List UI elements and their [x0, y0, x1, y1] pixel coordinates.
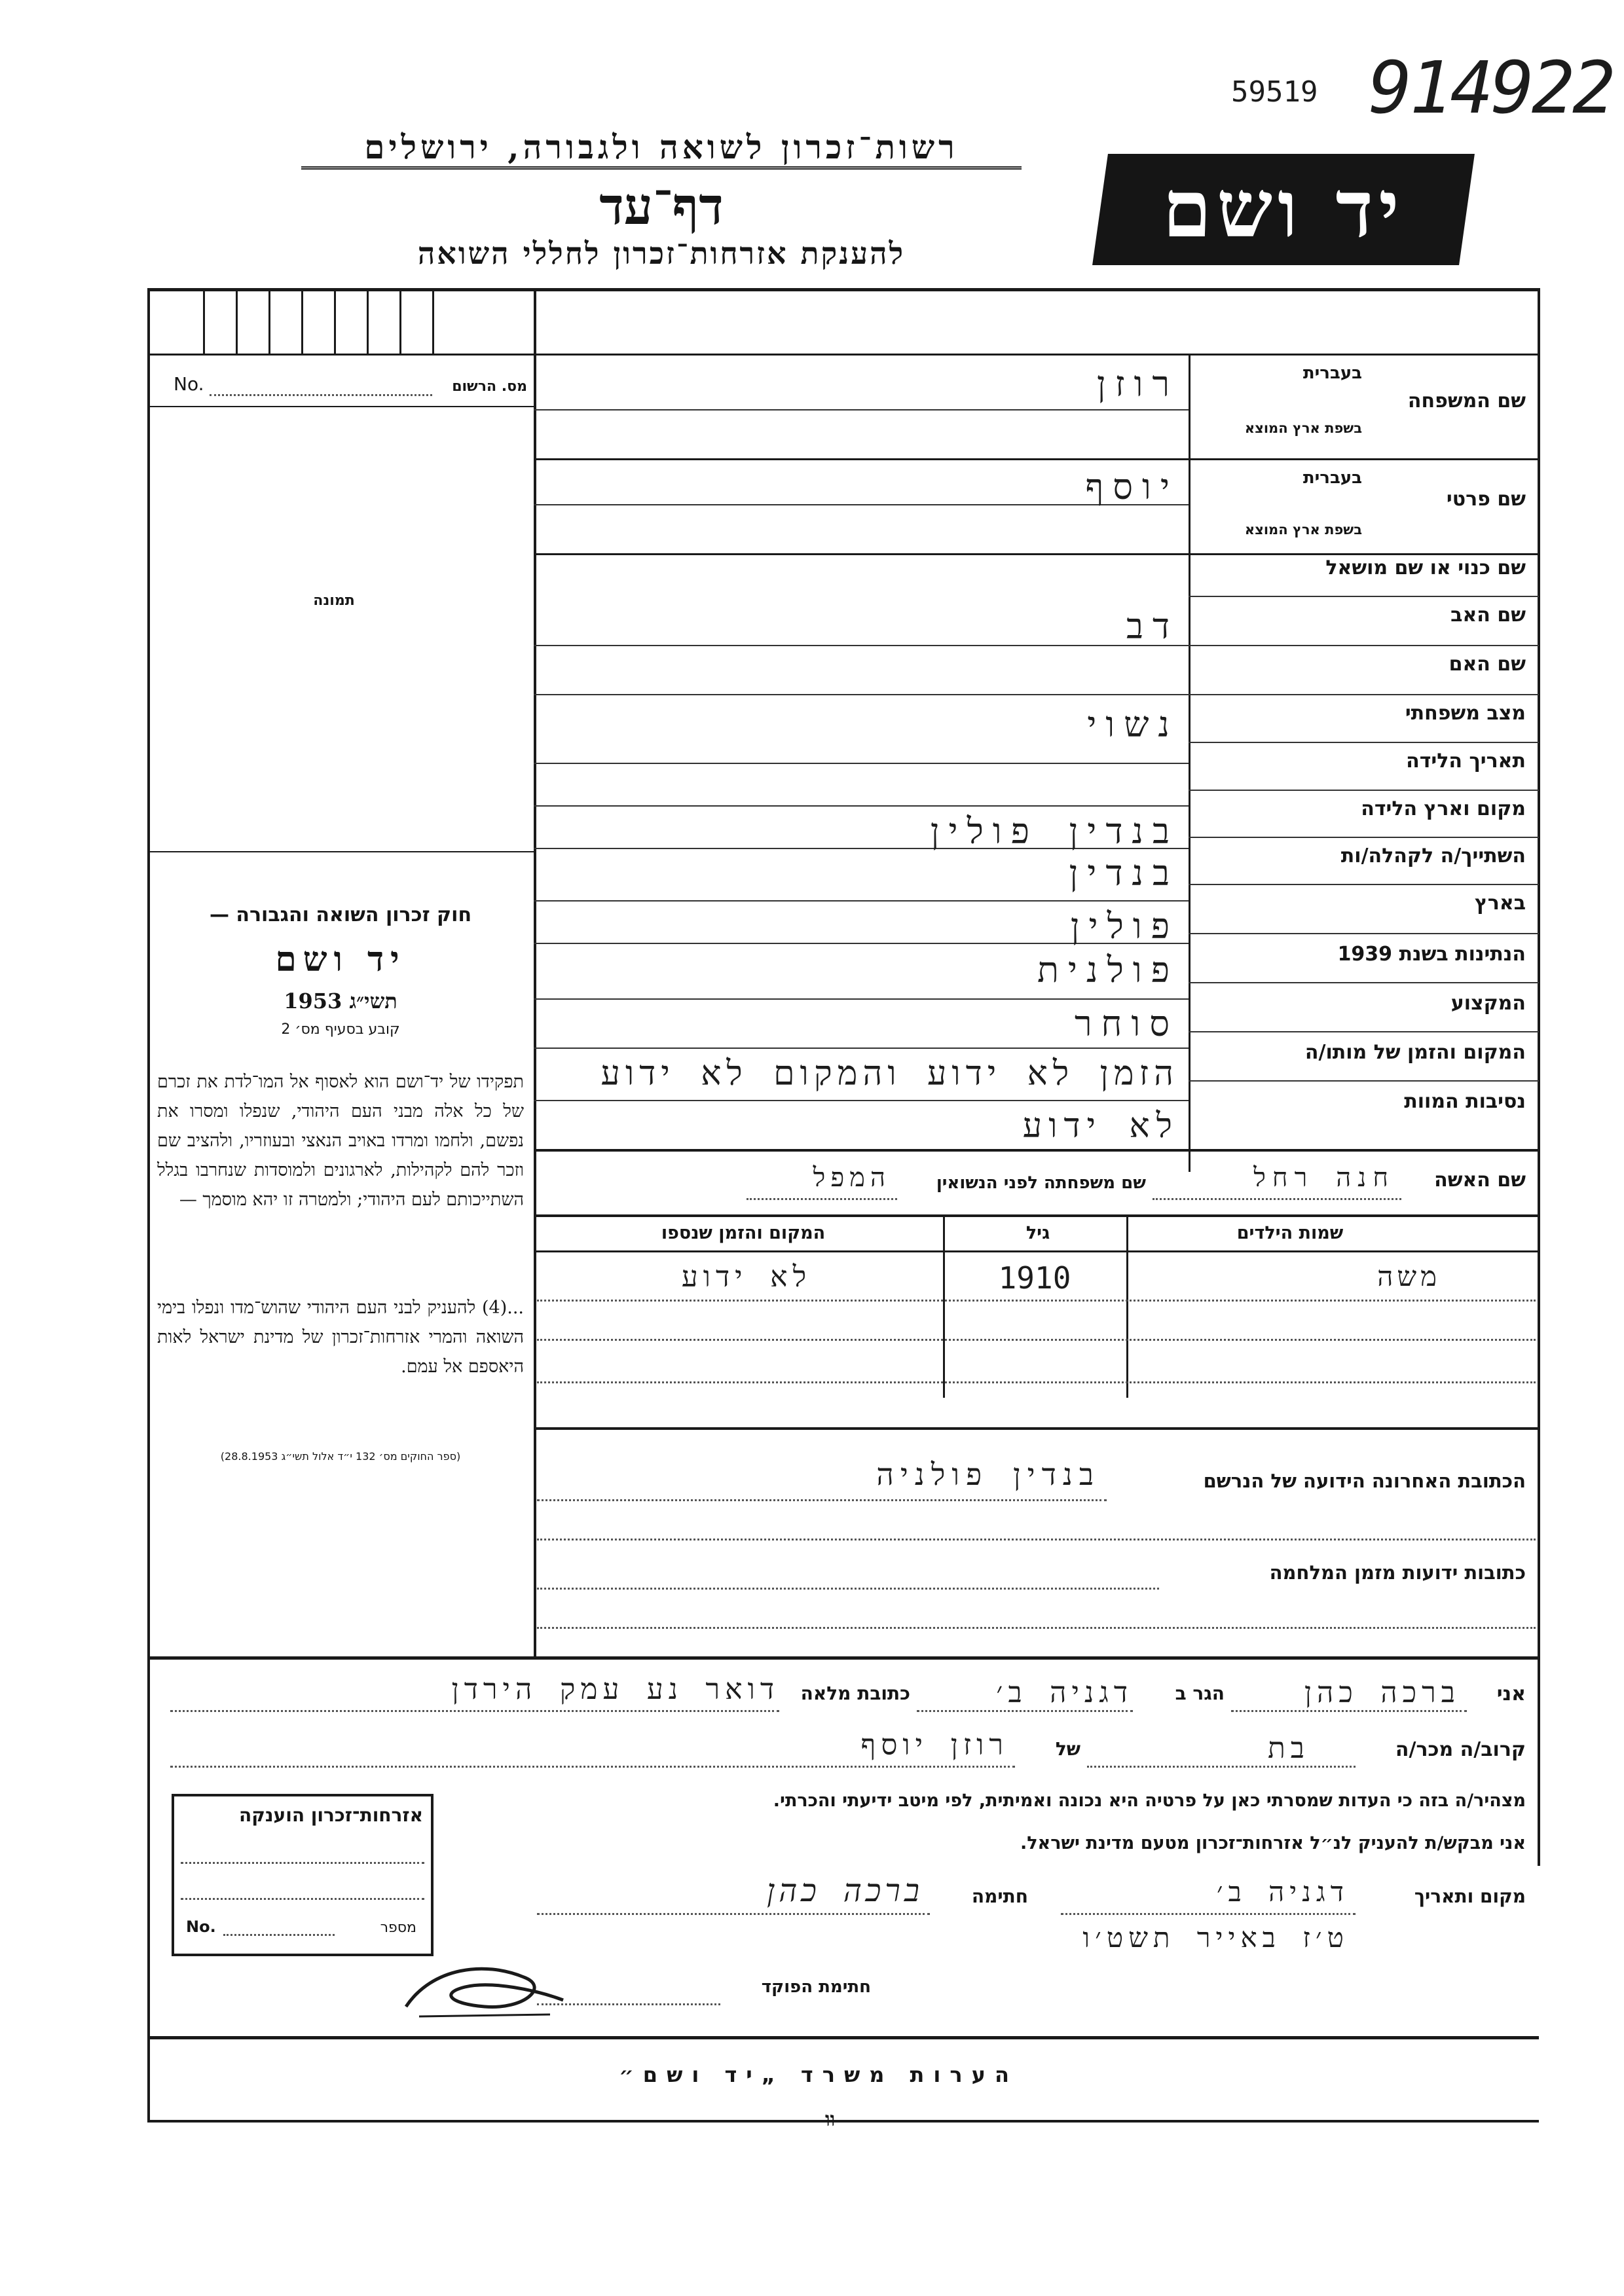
yad-vashem-logo — [1092, 154, 1475, 265]
row-sep-6 — [1189, 837, 1539, 838]
code-box-div-3 — [268, 288, 270, 354]
death-place-label: המקום והזמן של מותו/ה — [1304, 1041, 1526, 1064]
row-sep-9 — [1189, 982, 1539, 983]
value-line-11 — [534, 1048, 1189, 1049]
relative-label: קרוב/ה מכר/ה — [1395, 1738, 1526, 1761]
footer-top — [147, 2036, 1539, 2039]
photo-label: תמונה — [313, 592, 355, 609]
i-line — [1231, 1710, 1467, 1712]
marital-label: מצב משפחתי — [1405, 702, 1526, 725]
code-box-div-2 — [236, 288, 238, 354]
children-header-place: המקום והזמן שנספו — [661, 1223, 826, 1243]
row-sep-2 — [1189, 645, 1539, 646]
row-sep-4 — [1189, 742, 1539, 743]
wife-row-top — [534, 1149, 1539, 1152]
death-circ-label: נסיבות המוות — [1404, 1090, 1526, 1113]
address-line-2 — [537, 1539, 1536, 1540]
last-address-line — [537, 1499, 1107, 1501]
value-line-4 — [534, 694, 1189, 695]
maiden-label: שם משפחתה לפני הנשואין — [936, 1173, 1146, 1193]
law-title: חוק זכרון השואה והגבורה — — [209, 903, 472, 926]
community-value: בנדין — [1069, 852, 1179, 894]
label-column-divider — [1189, 354, 1190, 1172]
request-text: אני מבקש/ת להעניק לנ״ל אזרחות־זכרון מטעם מדינת ישראל. — [1020, 1833, 1526, 1853]
row-sep-1 — [1189, 596, 1539, 597]
relation-line — [1087, 1766, 1356, 1768]
lives-label: הגר ב — [1175, 1683, 1225, 1704]
father-label: שם האב — [1450, 604, 1526, 627]
citizenship-box-line-1 — [181, 1862, 424, 1864]
form-title: דף־עד — [599, 177, 724, 236]
citizenship-box-no-en: No. — [186, 1918, 216, 1936]
row-first-end — [534, 553, 1539, 555]
child-1-place: לא ידוע — [681, 1260, 812, 1294]
officer-label: חתימת הפוקד — [761, 1977, 871, 1997]
children-header-bottom — [534, 1250, 1539, 1252]
children-table-top — [534, 1214, 1539, 1217]
code-box-bottom — [147, 354, 1539, 355]
profession-value: סוחר — [1074, 1003, 1179, 1044]
officer-signature-scribble-icon — [393, 1954, 576, 2026]
death-place-value: הזמן לא ידוע והמקום לא ידוע — [600, 1054, 1179, 1093]
full-address-line — [170, 1710, 779, 1712]
declarant-name: ברכה כהן — [1304, 1676, 1460, 1709]
i-label: אני — [1496, 1683, 1526, 1705]
signature-value: ברכה כהן — [766, 1872, 923, 1909]
law-clause: קובע בסעיף מס׳ 2 — [281, 1021, 400, 1038]
first-name-label: שם פרטי — [1446, 488, 1526, 511]
declarant-section-top — [147, 1656, 1539, 1660]
mother-label: שם האם — [1449, 653, 1526, 676]
family-name-value: רוזן — [1096, 363, 1179, 405]
code-box-div-8 — [432, 288, 434, 354]
place-date-line — [1061, 1913, 1356, 1915]
first-name-value: יוסף — [1085, 466, 1179, 507]
left-panel-divider — [534, 288, 536, 1656]
child-1-age: 1910 — [998, 1260, 1071, 1296]
row-sep-10 — [1189, 1031, 1539, 1032]
value-line-5 — [534, 763, 1189, 764]
lives-line — [917, 1710, 1133, 1712]
frame-top — [147, 288, 1539, 291]
of-line — [170, 1766, 1015, 1768]
birthdate-label: תאריך הלידה — [1406, 750, 1526, 773]
date-value: ט׳ז באייר תשט׳ו — [1082, 1922, 1349, 1954]
lives-value: דגניה ב׳ — [996, 1676, 1133, 1709]
citizenship-box-no-line — [223, 1934, 335, 1936]
children-row-line-2 — [537, 1339, 1536, 1341]
row-sep-8 — [1189, 933, 1539, 934]
death-circ-value: לא ידוע — [1022, 1106, 1179, 1146]
address-line-4 — [537, 1627, 1536, 1629]
family-hebrew-label: בעברית — [1302, 363, 1362, 383]
marital-value: נשוי — [1087, 704, 1179, 745]
first-hebrew-label: בעברית — [1302, 468, 1362, 488]
law-text-2: ...(4) להעניק לבני העם היהודי שהוש־מדו ונפלו בימי השואה והמרי אזרחות־זכרון של מדינת ישראל לאות היאספם אל עמם. — [157, 1298, 524, 1377]
citizenship-value: פולנית — [1037, 949, 1179, 991]
maiden-line — [747, 1198, 897, 1200]
reg-no-en: No. — [174, 373, 204, 395]
place-date-label: מקום ותאריך — [1414, 1886, 1526, 1907]
code-box-div-1 — [203, 288, 205, 354]
reg-no-label: מס. הרשום — [452, 378, 527, 395]
birthplace-label: מקום וארץ הלידה — [1361, 797, 1526, 820]
citizenship-box-line-2 — [181, 1898, 424, 1900]
of-value: רוזן יוסף — [860, 1728, 1008, 1762]
community-label: השתייך/ה לקהלה/ות — [1340, 845, 1526, 867]
code-box-div-6 — [367, 288, 369, 354]
form-subtitle: להענקת אזרחות־זכרון לחללי השואה — [417, 236, 906, 271]
row-sep-11 — [1189, 1080, 1539, 1082]
frame-left — [147, 288, 150, 2121]
value-line-1 — [534, 409, 1189, 410]
officer-signature-mark — [393, 1954, 576, 2029]
law-text-1: תפקידו של יד־ושם הוא לאסוף אל המו־לדת את זכרם של כל אלה מבני העם היהודי, שנפלו ומסרו את נפשם, ולחמו ומרדו באויב הנאצי ובעוזריו, ולהציב שם וזכר להם לקהילות, לארגונים ולמוסדות שנחרבו בגלל השתייכותם לעם היהודי; ולמטרה זו יהא מוסמך — — [157, 1072, 524, 1210]
law-source: (ספר החוקים מס׳ 132 י״ד אלול תשי״ג 28.8.1953) — [220, 1450, 461, 1463]
reg-no-divider — [147, 406, 534, 407]
father-value: דב — [1126, 606, 1179, 647]
footer-mark: וו — [825, 2108, 836, 2131]
wife-value: חנה רחל — [1253, 1163, 1395, 1193]
child-1-name: משה — [1377, 1260, 1441, 1292]
row-sep-7 — [1189, 884, 1539, 885]
relation-value: בת — [1267, 1732, 1310, 1765]
full-address-value: דואר נע עמק הירדן — [451, 1673, 779, 1706]
archive-number-large: 914922 — [1369, 46, 1614, 130]
of-label: של — [1055, 1738, 1080, 1760]
wife-label: שם האשה — [1434, 1169, 1526, 1192]
signature-line — [537, 1913, 930, 1915]
full-address-label: כתובת מלאה — [800, 1683, 910, 1704]
value-line-12 — [534, 1100, 1189, 1101]
reg-no-line — [210, 394, 432, 396]
citizenship-granted-box — [172, 1794, 434, 1956]
officer-line — [537, 2003, 720, 2005]
family-name-label: שם המשפחה — [1407, 390, 1526, 412]
row-sep-3 — [1189, 694, 1539, 695]
children-header-name: שמות הילדים — [1236, 1223, 1344, 1243]
code-box-div-4 — [301, 288, 303, 354]
children-row-line-1 — [537, 1300, 1536, 1302]
country-value: פולין — [1070, 905, 1179, 947]
children-col-div-1 — [943, 1214, 945, 1398]
war-address-label: כתובות ידועות מזמן המלחמה — [1269, 1561, 1526, 1584]
code-box-div-7 — [399, 288, 401, 354]
children-header-age: גיל — [1025, 1223, 1050, 1243]
office-notes-label: הערות משרד „יד ושם״ — [619, 2062, 1018, 2087]
value-line-6 — [534, 805, 1189, 807]
first-origin-label: בשפת ארץ המוצא — [1244, 522, 1362, 538]
citizenship-box-no-label: מספר — [380, 1920, 416, 1936]
archive-number-small: 59519 — [1231, 75, 1318, 109]
children-table-bottom — [534, 1427, 1539, 1430]
country-label: בארץ — [1474, 892, 1526, 915]
value-line-10 — [534, 998, 1189, 1000]
signature-label: חתימה — [971, 1886, 1028, 1907]
birthplace-value: בנדין פולין — [930, 811, 1179, 852]
logo-text: יד ושם — [1162, 163, 1405, 255]
footer-bottom — [147, 2120, 1539, 2123]
last-address-label: הכתובת האחרונה הידועה של הנרשם — [1203, 1470, 1526, 1492]
place-value: דגניה ב׳ — [1216, 1876, 1349, 1908]
war-address-line — [537, 1588, 1159, 1590]
children-row-line-3 — [537, 1381, 1536, 1383]
row-sep-5 — [1189, 790, 1539, 791]
declaration-text: מצהיר/ה בזה כי העדות שמסרתי כאן על פרטיה היא נכונה ואמיתית, לפי מיטב ידיעתי והכרתי. — [773, 1791, 1526, 1811]
frame-right — [1538, 288, 1540, 1866]
citizenship-box-title: אזרחות־זכרון הוענקה — [239, 1804, 423, 1826]
last-address-value: בנדין פולניה — [876, 1457, 1100, 1492]
law-year: תשי״ג 1953 — [284, 989, 397, 1013]
nickname-label: שם כנוי או שם מושאל — [1325, 556, 1526, 579]
maiden-value: המפל — [813, 1163, 891, 1193]
photo-box-bottom — [147, 851, 534, 852]
family-origin-label: בשפת ארץ המוצא — [1244, 420, 1362, 436]
wife-line — [1153, 1198, 1401, 1200]
profession-label: המקצוע — [1450, 992, 1526, 1015]
authority-heading: רשות־זכרון לשואה ולגבורה, ירושלים — [301, 128, 1022, 170]
code-box-div-5 — [334, 288, 336, 354]
children-col-div-2 — [1126, 1214, 1128, 1398]
citizenship-label: הנתינות בשנת 1939 — [1337, 943, 1526, 966]
value-line-8 — [534, 900, 1189, 902]
law-name: יד ושם — [275, 939, 406, 979]
row-family-end — [534, 458, 1539, 460]
